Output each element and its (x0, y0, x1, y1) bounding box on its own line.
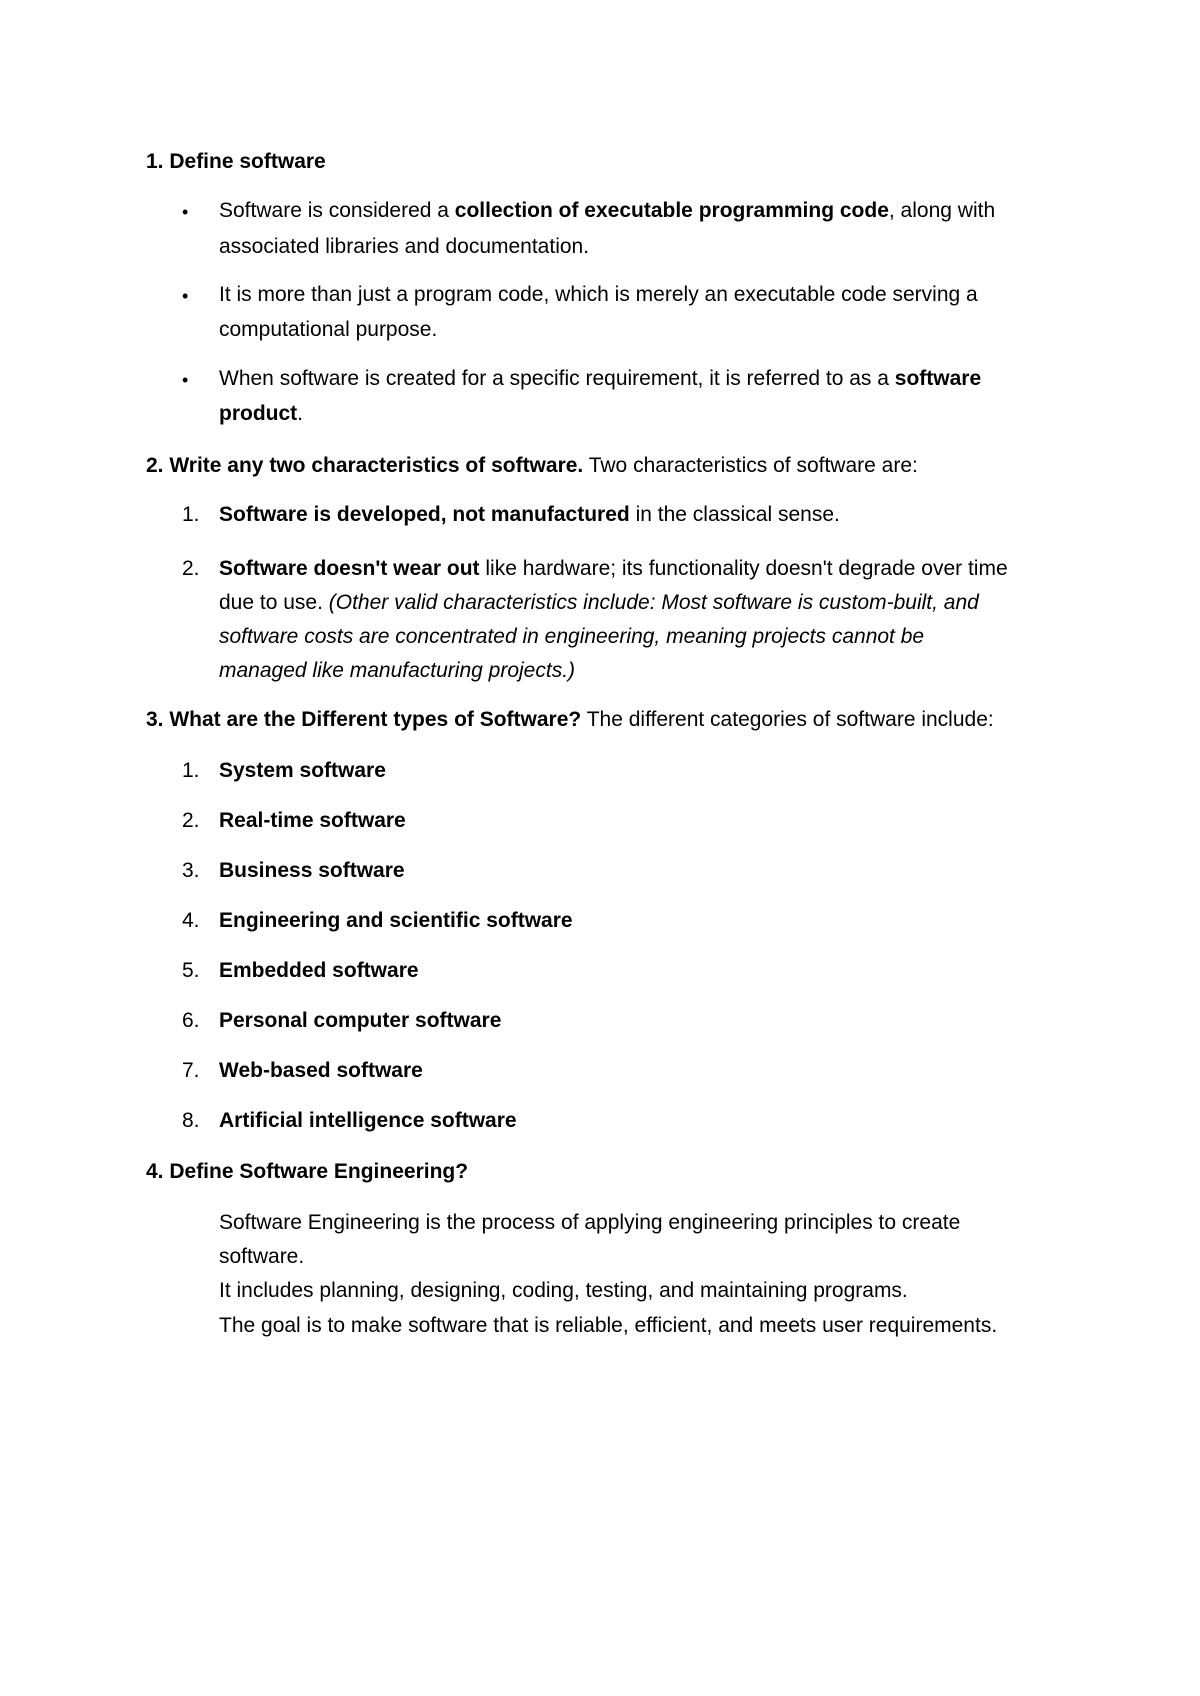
q4-paragraph-line: Software Engineering is the process of applying engineering principles to create (219, 1211, 961, 1234)
q1-bullet-1: Software is considered a collection of executable programming code, along with (219, 199, 996, 222)
q4-heading: 4. Define Software Engineering? (146, 1160, 469, 1183)
q2-item-2-cont: due to use. (Other valid characteristics include: Most software is custom-built, and (219, 591, 979, 614)
q3-item: System software (219, 759, 386, 782)
q4-paragraph-line: software. (219, 1245, 305, 1268)
bullet-icon: • (182, 370, 189, 390)
q1-bullet-3-cont: product. (219, 402, 303, 425)
q4-paragraph-line: The goal is to make software that is reliable, efficient, and meets user requirements. (219, 1314, 998, 1337)
q3-item: Personal computer software (219, 1009, 502, 1032)
q3-item-number: 6. (182, 1009, 200, 1032)
bullet-icon: • (182, 202, 189, 222)
q3-item: Real-time software (219, 809, 406, 832)
q2-item-number: 2. (182, 557, 200, 580)
q3-item-number: 3. (182, 859, 200, 882)
q1-bullet-3: When software is created for a specific requirement, it is referred to as a software (219, 367, 982, 390)
q2-item-2: Software doesn't wear out like hardware; its functionality doesn't degrade over time (219, 557, 1008, 580)
q1-heading: 1. Define software (146, 150, 326, 173)
q2-item-number: 1. (182, 503, 200, 526)
q1-bullet-1-cont: associated libraries and documentation. (219, 235, 590, 258)
q3-item: Web-based software (219, 1059, 423, 1082)
q3-item-number: 7. (182, 1059, 200, 1082)
q2-item-2-italic: software costs are concentrated in engineering, meaning projects cannot be (219, 625, 925, 648)
q3-item-number: 4. (182, 909, 200, 932)
q3-item-number: 1. (182, 759, 200, 782)
q2-item-2-italic: managed like manufacturing projects.) (219, 659, 576, 682)
bullet-icon: • (182, 286, 189, 306)
q2-heading: 2. Write any two characteristics of software. Two characteristics of software are: (146, 454, 918, 477)
q3-item-number: 5. (182, 959, 200, 982)
q3-item-number: 8. (182, 1109, 200, 1132)
q3-item-number: 2. (182, 809, 200, 832)
q1-bullet-2: It is more than just a program code, which is merely an executable code serving a (219, 283, 978, 306)
q2-item-1: Software is developed, not manufactured in the classical sense. (219, 503, 840, 526)
q3-heading: 3. What are the Different types of Software? The different categories of software include: (146, 708, 994, 731)
q3-item: Business software (219, 859, 405, 882)
q1-bullet-2-cont: computational purpose. (219, 318, 438, 341)
q3-item: Artificial intelligence software (219, 1109, 517, 1132)
q4-paragraph-line: It includes planning, designing, coding, testing, and maintaining programs. (219, 1279, 908, 1302)
q3-item: Embedded software (219, 959, 419, 982)
q3-item: Engineering and scientific software (219, 909, 573, 932)
